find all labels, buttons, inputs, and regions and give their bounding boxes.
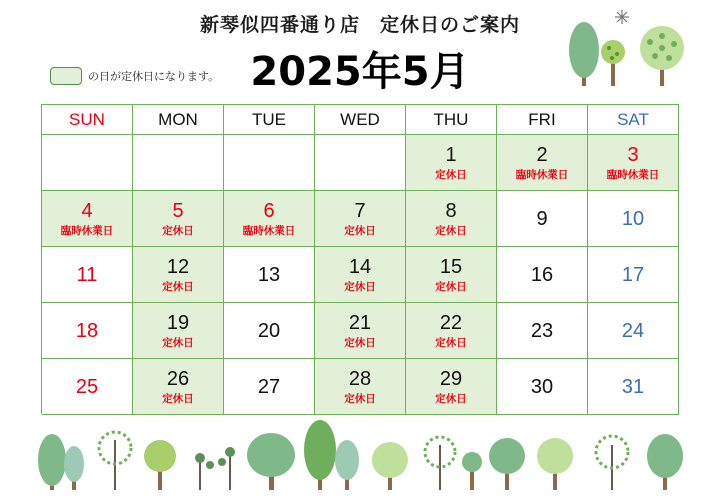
day-note: 臨時休業日 [515,168,569,181]
day-note: 定休日 [344,392,376,405]
tree-icon [38,434,66,490]
day-note: 定休日 [344,336,376,349]
tree-icon [640,26,684,86]
page-title: 新琴似四番通り店 定休日のご案内 [199,14,520,36]
weekday-label: SUN [69,109,105,129]
tree-icon [218,447,235,490]
day-number: 12 [166,255,190,278]
day-number: 25 [75,375,99,398]
day-number: 21 [348,311,372,334]
tree-icon [569,22,599,86]
day-note: 臨時休業日 [60,224,114,237]
tree-icon [247,433,295,490]
tree-icon [601,40,625,86]
day-number: 7 [354,199,366,222]
day-number: 26 [166,367,190,390]
day-number: 19 [166,311,190,334]
day-note: 定休日 [435,224,467,237]
day-note: 定休日 [435,392,467,405]
tree-icon [537,438,573,490]
day-number: 22 [439,311,463,334]
day-number: 29 [439,367,463,390]
day-note: 定休日 [162,336,194,349]
month-title: 2025年5月 [250,49,470,95]
sparkle-icon [615,10,629,24]
day-number: 6 [263,199,275,222]
day-number: 20 [257,319,281,342]
tree-icon [144,440,176,490]
day-number: 18 [75,319,99,342]
day-number: 8 [445,199,457,222]
tree-icon [489,438,525,490]
tree-icon [64,446,84,490]
tree-icon [372,442,408,490]
tree-icon [335,440,359,490]
legend-text: の日が定休日になります。 [88,70,220,83]
weekday-label: SAT [617,109,649,129]
day-number: 17 [621,263,645,286]
day-number: 10 [621,207,645,230]
day-number: 16 [530,263,554,286]
day-note: 定休日 [344,280,376,293]
day-number: 30 [530,375,554,398]
tree-icon [99,432,131,490]
day-number: 13 [257,263,281,286]
day-number: 31 [621,375,645,398]
day-number: 23 [530,319,554,342]
day-number: 1 [445,143,457,166]
day-note: 臨時休業日 [242,224,296,237]
tree-icon [462,452,482,490]
day-number: 28 [348,367,372,390]
day-number: 9 [536,207,548,230]
tree-icon [596,436,628,490]
day-note: 臨時休業日 [606,168,660,181]
tree-icon [647,434,683,490]
day-note: 定休日 [435,168,467,181]
day-note: 定休日 [435,336,467,349]
day-note: 定休日 [435,280,467,293]
day-number: 24 [621,319,645,342]
day-note: 定休日 [162,224,194,237]
weekday-label: FRI [528,109,556,129]
day-number: 2 [536,143,548,166]
day-note: 定休日 [162,280,194,293]
day-number: 11 [76,263,98,286]
weekday-label: WED [340,109,380,129]
tree-icon [195,453,214,490]
day-number: 5 [172,199,184,222]
day-note: 定休日 [162,392,194,405]
weekday-label: MON [158,109,198,129]
day-note: 定休日 [344,224,376,237]
weekday-label: TUE [252,109,286,129]
day-number: 15 [439,255,463,278]
weekday-label: THU [433,109,469,129]
tree-icon [425,437,455,490]
day-number: 4 [81,199,93,222]
day-number: 14 [348,255,372,278]
day-number: 27 [257,375,281,398]
day-number: 3 [627,143,639,166]
tree-icon [304,420,336,490]
